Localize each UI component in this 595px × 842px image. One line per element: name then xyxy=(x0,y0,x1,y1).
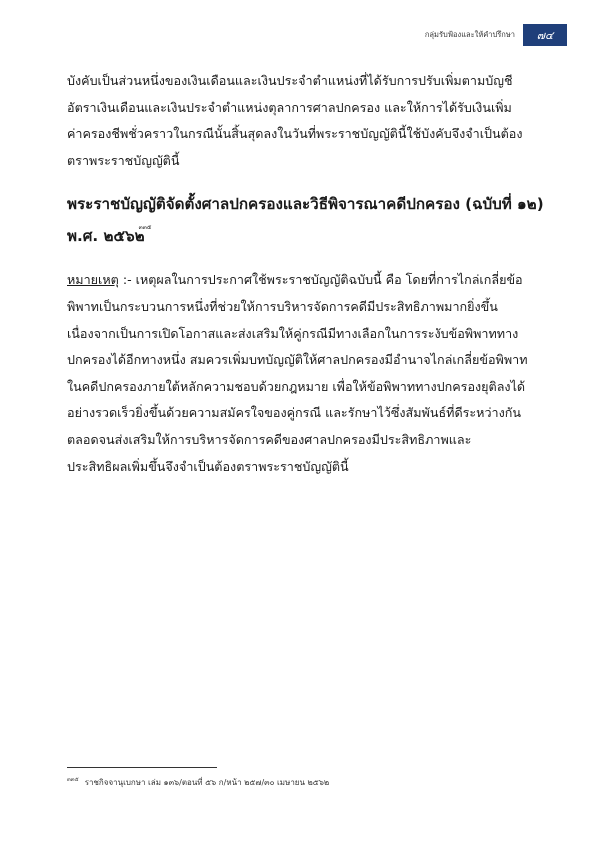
heading-year: พ.ศ. ๒๕๖๒ xyxy=(67,227,145,246)
text-line: ในคดีปกครองภายใต้หลักความชอบด้วยกฎหมาย เพื่อให้ข้อพิพาททางปกครองยุติลงได้ xyxy=(67,378,526,394)
page-number-badge xyxy=(523,24,567,46)
text-line xyxy=(67,267,529,294)
footnote-number: ๓๓๕ xyxy=(67,777,79,784)
footnote-text: ราชกิจจานุเบกษา เล่ม ๑๓๖/ตอนที่ ๕๖ ก/หน้า ๒๕๗/๓๐ เมษายน ๒๕๖๒ xyxy=(84,778,330,787)
text-line: อย่างรวดเร็วยิ่งขึ้นด้วยความสมัครใจของคู่กรณี และรักษาไว้ซึ่งสัมพันธ์ที่ดีระหว่างกัน xyxy=(67,405,521,421)
text-line: อัตราเงินเดือนและเงินประจำตำแหน่งตุลาการศาลปกครอง และให้การได้รับเงินเพิ่ม xyxy=(67,99,512,115)
heading-line-title: พระราชบัญญัติจัดตั้งศาลปกครองและวิธีพิจารณาคดีปกครอง (ฉบับที่ ๑๒) xyxy=(67,195,544,214)
text-line: บังคับเป็นส่วนหนึ่งของเงินเดือนและเงินประจำตำแหน่งที่ได้รับการปรับเพิ่มตามบัญชี xyxy=(67,73,513,88)
paragraph-continuation xyxy=(67,68,529,174)
note-first-line: :- เหตุผลในการประกาศใช้พระราชบัญญัติฉบับนี้ คือ โดยที่การไกล่เกลี่ยข้อ xyxy=(118,272,523,288)
text-line: พิพาทเป็นกระบวนการหนึ่งที่ช่วยให้การบริหารจัดการคดีมีประสิทธิภาพมากยิ่งขึ้น xyxy=(67,299,498,315)
footnote-marker: ๓๓๕ xyxy=(138,224,152,232)
text-line: ประสิทธิผลเพิ่มขึ้นจึงจำเป็นต้องตราพระราชบัญญัตินี้ xyxy=(67,458,349,474)
page-number: ๗๔ xyxy=(536,29,554,42)
footnote xyxy=(67,776,329,789)
text-line: ค่าครองชีพชั่วคราวในกรณีนั้นสิ้นสุดลงในวันที่พระราชบัญญัตินี้ใช้บังคับจึงจำเป็นต้อง xyxy=(67,126,523,142)
heading-line-year xyxy=(67,219,529,251)
footnote-divider xyxy=(67,767,217,768)
text-line: ตราพระราชบัญญัตินี้ xyxy=(67,152,180,168)
text-line: ปกครองได้อีกทางหนึ่ง สมควรเพิ่มบทบัญญัติให้ศาลปกครองมีอำนาจไกล่เกลี่ยข้อพิพาท xyxy=(67,352,528,368)
text-line: เนื่องจากเป็นการเปิดโอกาสและส่งเสริมให้คู่กรณีมีทางเลือกในการระงับข้อพิพาททาง xyxy=(67,325,519,341)
document-body xyxy=(67,68,544,480)
header-label: กลุ่มรับฟ้องและให้คำปรึกษา xyxy=(424,30,515,39)
note-paragraph xyxy=(67,267,529,480)
text-line: ตลอดจนส่งเสริมให้การบริหารจัดการคดีของศาลปกครองมีประสิทธิภาพและ xyxy=(67,432,472,447)
note-label: หมายเหตุ xyxy=(67,272,119,288)
page-header xyxy=(425,24,567,46)
act-heading xyxy=(67,190,544,251)
